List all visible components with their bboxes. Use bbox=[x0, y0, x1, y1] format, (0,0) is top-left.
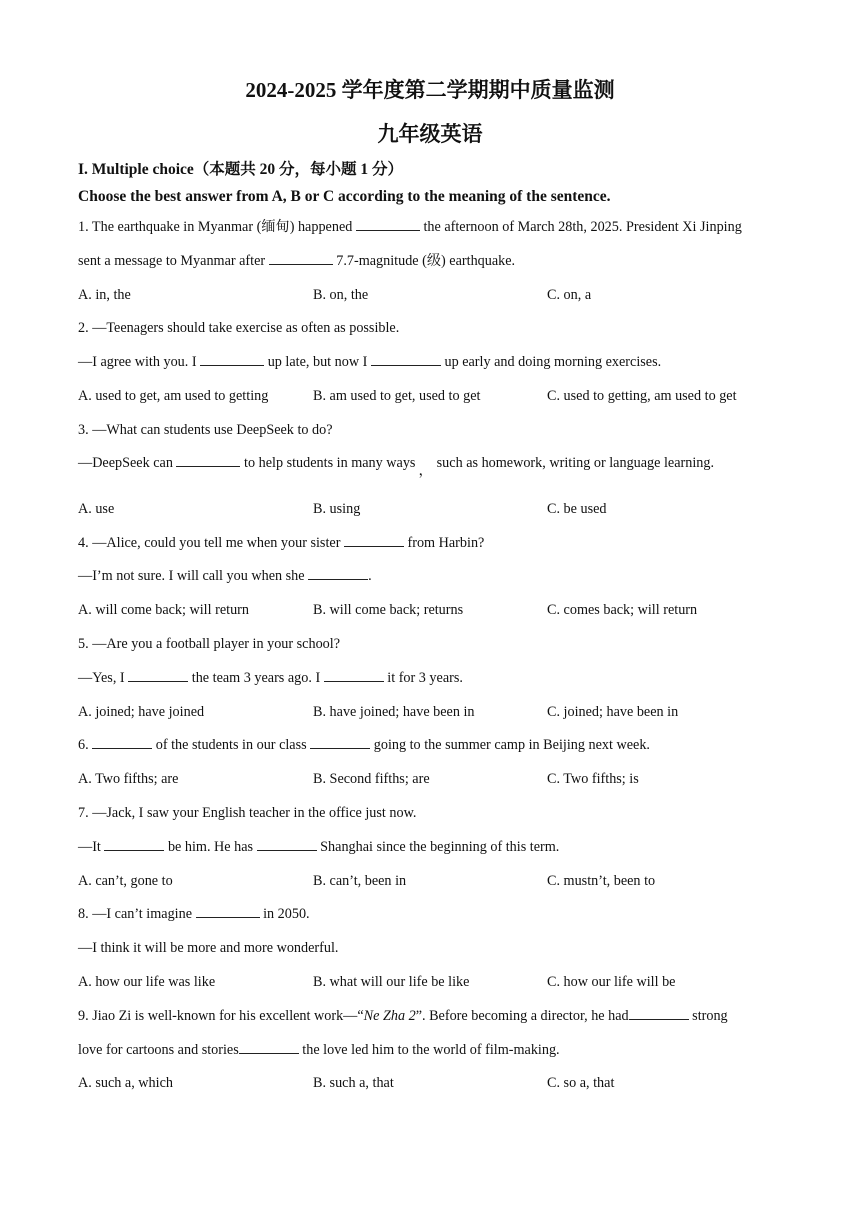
question-4-option-a: A. will come back; will return bbox=[78, 602, 249, 618]
answer-blank bbox=[308, 566, 368, 580]
question-4-line-2: —I’m not sure. I will call you when she . bbox=[78, 568, 372, 584]
section-heading: I. Multiple choice（本题共 20 分，每小题 1 分） bbox=[78, 161, 404, 178]
question-6-option-c: C. Two fifths; is bbox=[547, 771, 639, 787]
question-1-line-1: 1. The earthquake in Myanmar (缅甸) happened the afternoon of March 28th, 2025. President Xi Jinping bbox=[78, 219, 742, 235]
question-3-option-b: B. using bbox=[313, 501, 361, 517]
question-4-option-b: B. will come back; returns bbox=[313, 602, 464, 618]
question-3-line-1: 3. —What can students use DeepSeek to do? bbox=[78, 422, 333, 438]
question-8-option-a: A. how our life was like bbox=[78, 974, 216, 990]
question-4-line-1: 4. —Alice, could you tell me when your sister from Harbin? bbox=[78, 535, 485, 551]
question-2-option-b: B. am used to get, used to get bbox=[313, 388, 481, 404]
question-7-option-b: B. can’t, been in bbox=[313, 873, 407, 889]
answer-blank bbox=[257, 837, 317, 851]
question-3-line-2: —DeepSeek can to help students in many ways ， such as homework, writing or language learning. bbox=[78, 455, 715, 479]
answer-blank bbox=[269, 251, 333, 265]
answer-blank bbox=[629, 1006, 689, 1020]
exam-title: 2024-2025 学年度第二学期期中质量监测 bbox=[245, 78, 615, 102]
section-instruction: Choose the best answer from A, B or C according to the meaning of the sentence. bbox=[78, 188, 611, 205]
question-7-line-1: 7. —Jack, I saw your English teacher in the office just now. bbox=[78, 805, 417, 821]
question-9-line-1: 9. Jiao Zi is well-known for his excellent work—“Ne Zha 2”. Before becoming a director, he had strong bbox=[78, 1008, 728, 1024]
question-2-option-a: A. used to get, am used to getting bbox=[78, 388, 269, 404]
question-9-line-2: love for cartoons and stories the love led him to the world of film-making. bbox=[78, 1042, 560, 1058]
answer-blank bbox=[239, 1040, 299, 1054]
question-5-option-c: C. joined; have been in bbox=[547, 704, 679, 720]
question-8-option-b: B. what will our life be like bbox=[313, 974, 470, 990]
question-2-line-2: —I agree with you. I up late, but now I up early and doing morning exercises. bbox=[78, 354, 662, 370]
question-5-option-a: A. joined; have joined bbox=[78, 704, 205, 720]
question-9-option-b: B. such a, that bbox=[313, 1075, 394, 1091]
answer-blank bbox=[344, 533, 404, 547]
question-1-line-2: sent a message to Myanmar after 7.7-magnitude (级) earthquake. bbox=[78, 253, 516, 269]
answer-blank bbox=[356, 217, 420, 231]
question-1-option-c: C. on, a bbox=[547, 287, 592, 303]
question-2-option-c: C. used to getting, am used to get bbox=[547, 388, 737, 404]
answer-blank bbox=[200, 352, 264, 366]
answer-blank bbox=[104, 837, 164, 851]
question-9-option-c: C. so a, that bbox=[547, 1075, 615, 1091]
answer-blank bbox=[176, 453, 240, 467]
question-6-option-b: B. Second fifths; are bbox=[313, 771, 430, 787]
question-1-option-b: B. on, the bbox=[313, 287, 369, 303]
question-7-option-c: C. mustn’t, been to bbox=[547, 873, 656, 889]
answer-blank bbox=[128, 668, 188, 682]
question-7-option-a: A. can’t, gone to bbox=[78, 873, 173, 889]
answer-blank bbox=[324, 668, 384, 682]
exam-subject: 九年级英语 bbox=[377, 122, 483, 146]
question-5-line-1: 5. —Are you a football player in your school? bbox=[78, 636, 341, 652]
answer-blank bbox=[310, 735, 370, 749]
question-8-option-c: C. how our life will be bbox=[547, 974, 676, 990]
question-6-option-a: A. Two fifths; are bbox=[78, 771, 179, 787]
question-9-option-a: A. such a, which bbox=[78, 1075, 173, 1091]
question-6-line-1: 6. of the students in our class going to the summer camp in Beijing next week. bbox=[78, 737, 650, 753]
question-7-line-2: —It be him. He has Shanghai since the beginning of this term. bbox=[78, 839, 560, 855]
answer-blank bbox=[371, 352, 441, 366]
question-2-line-1: 2. —Teenagers should take exercise as often as possible. bbox=[78, 320, 400, 336]
question-5-option-b: B. have joined; have been in bbox=[313, 704, 475, 720]
answer-blank bbox=[92, 735, 152, 749]
answer-blank bbox=[196, 904, 260, 918]
question-8-line-2: —I think it will be more and more wonderful. bbox=[78, 940, 339, 956]
question-4-option-c: C. comes back; will return bbox=[547, 602, 698, 618]
question-3-option-a: A. use bbox=[78, 501, 115, 517]
question-3-option-c: C. be used bbox=[547, 501, 607, 517]
question-1-option-a: A. in, the bbox=[78, 287, 131, 303]
question-5-line-2: —Yes, I the team 3 years ago. I it for 3 years. bbox=[78, 670, 463, 686]
question-8-line-1: 8. —I can’t imagine in 2050. bbox=[78, 906, 310, 922]
